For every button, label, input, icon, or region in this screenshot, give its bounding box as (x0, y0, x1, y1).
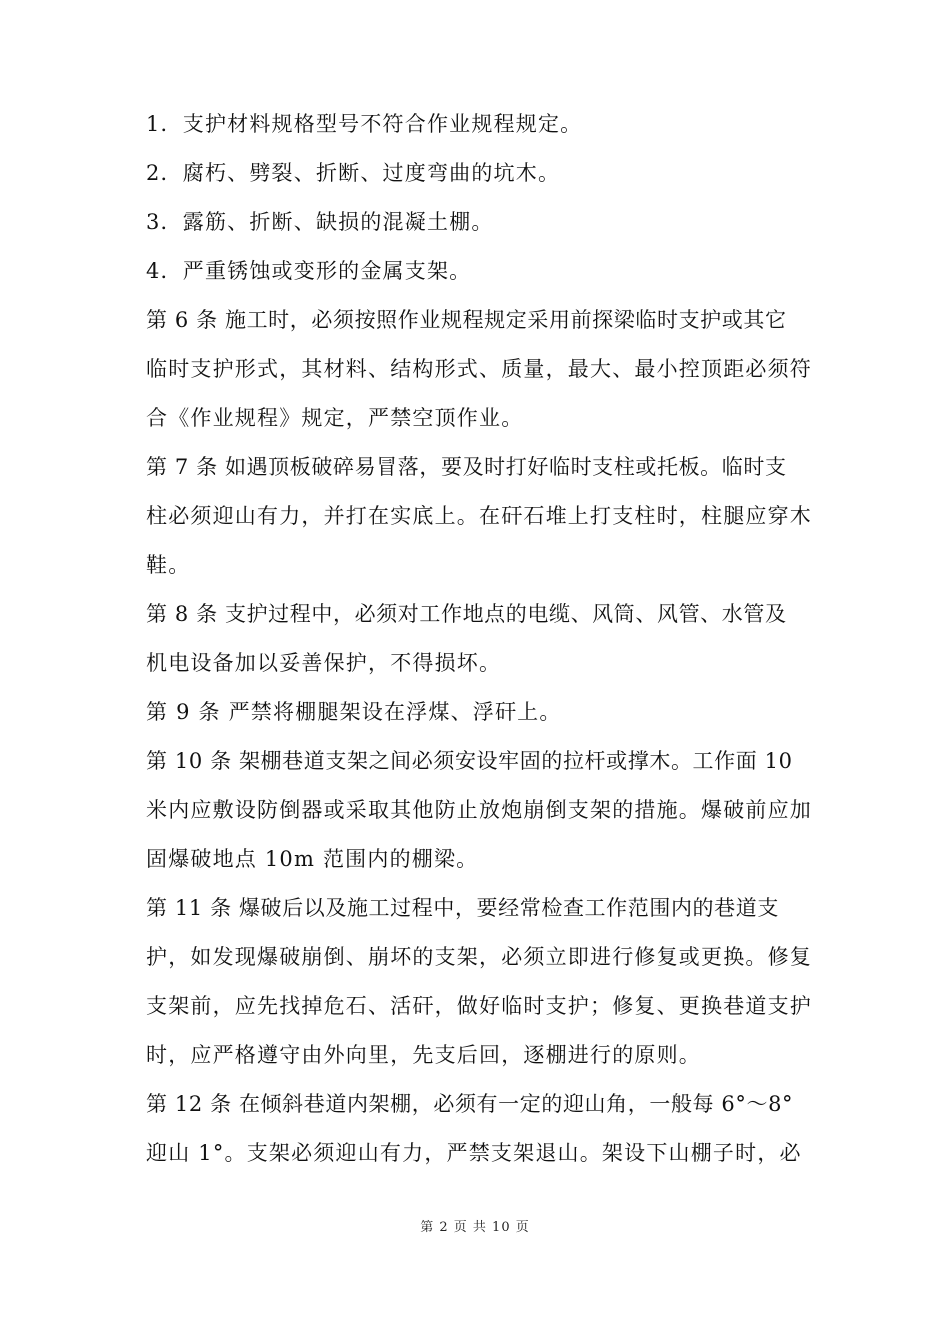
text-line: 米内应敷设防倒器或采取其他防止放炮崩倒支架的措施。爆破前应加 (146, 798, 812, 822)
text-line: 临时支护形式，其材料、结构形式、质量，最大、最小控顶距必须符 (146, 357, 812, 381)
text-line: 第 11 条 爆破后以及施工过程中，要经常检查工作范围内的巷道支 (146, 896, 779, 920)
text-line: 第 10 条 架棚巷道支架之间必须安设牢固的拉杆或撑木。工作面 10 (146, 749, 793, 773)
text-line: 护，如发现爆破崩倒、崩坏的支架，必须立即进行修复或更换。修复 (146, 945, 812, 969)
text-line: 鞋。 (146, 553, 191, 577)
text-line: 第 7 条 如遇顶板破碎易冒落，要及时打好临时支柱或托板。临时支 (146, 455, 787, 479)
text-line: 时，应严格遵守由外向里，先支后回，逐棚进行的原则。 (146, 1043, 701, 1067)
text-line: 柱必须迎山有力，并打在实底上。在矸石堆上打支柱时，柱腿应穿木 (146, 504, 812, 528)
text-line: 4．严重锈蚀或变形的金属支架。 (146, 259, 472, 283)
document-body (146, 100, 818, 1178)
text-line: 1．支护材料规格型号不符合作业规程规定。 (146, 112, 583, 136)
text-line: 第 12 条 在倾斜巷道内架棚，必须有一定的迎山角，一般每 6°～8° (146, 1092, 794, 1116)
text-line: 机电设备加以妥善保护，不得损坏。 (146, 651, 502, 675)
text-line: 支架前，应先找掉危石、活矸，做好临时支护；修复、更换巷道支护 (146, 994, 812, 1018)
page-number-footer: 第 2 页 共 10 页 (420, 1220, 530, 1235)
text-line: 3．露筋、折断、缺损的混凝土棚。 (146, 210, 494, 234)
text-line: 第 8 条 支护过程中，必须对工作地点的电缆、风筒、风管、水管及 (146, 602, 787, 626)
text-line: 2．腐朽、劈裂、折断、过度弯曲的坑木。 (146, 161, 561, 185)
text-line: 固爆破地点 10m 范围内的棚梁。 (146, 847, 479, 871)
text-line: 合《作业规程》规定，严禁空顶作业。 (146, 406, 524, 430)
text-line: 迎山 1°。支架必须迎山有力，严禁支架退山。架设下山棚子时，必 (146, 1141, 802, 1165)
text-line: 第 9 条 严禁将棚腿架设在浮煤、浮矸上。 (146, 700, 562, 724)
text-line: 第 6 条 施工时，必须按照作业规程规定采用前探梁临时支护或其它 (146, 308, 787, 332)
